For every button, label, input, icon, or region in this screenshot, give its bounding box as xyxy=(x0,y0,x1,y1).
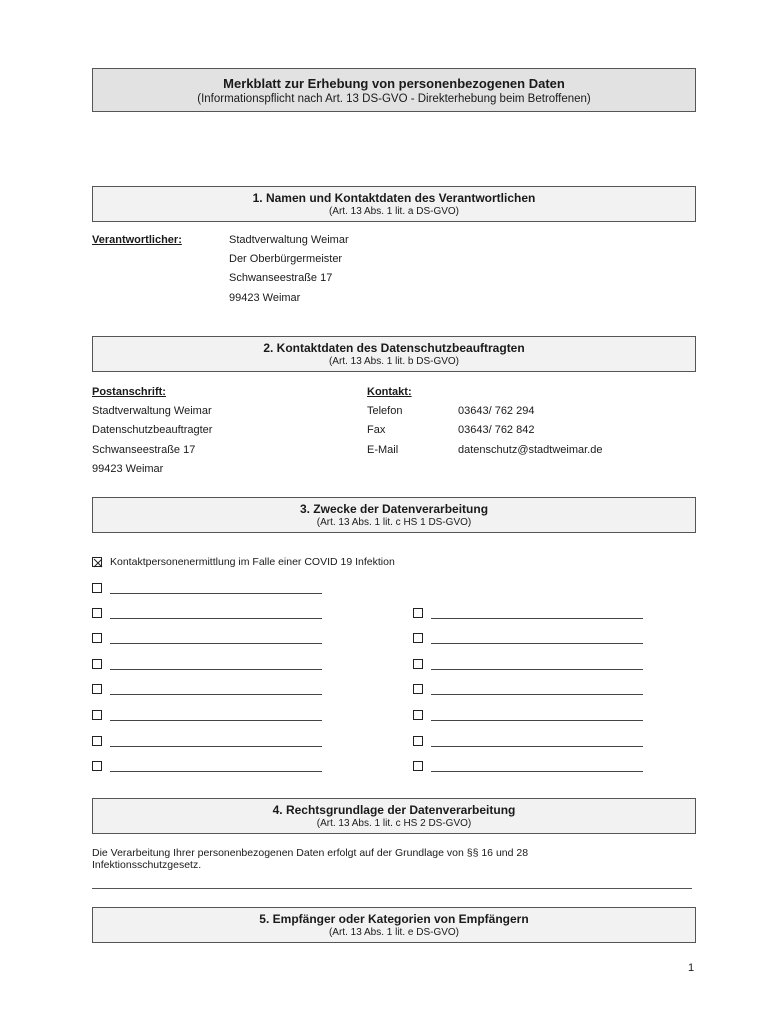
purpose-checked-label: Kontaktpersonenermittlung im Falle einer COVID 19 Infektion xyxy=(110,556,395,568)
controller-label: Verantwortlicher: xyxy=(92,234,182,246)
purpose-checkbox[interactable] xyxy=(92,761,102,771)
purpose-blank-line[interactable] xyxy=(110,746,322,747)
purpose-checkbox-checked[interactable] xyxy=(92,557,102,567)
postal-line: Stadtverwaltung Weimar xyxy=(92,405,212,417)
purpose-checkbox[interactable] xyxy=(413,659,423,669)
purpose-checkbox[interactable] xyxy=(92,736,102,746)
purpose-checkbox[interactable] xyxy=(92,608,102,618)
section-2-subtitle: (Art. 13 Abs. 1 lit. b DS-GVO) xyxy=(328,356,460,367)
purpose-checkbox[interactable] xyxy=(413,736,423,746)
postal-line: 99423 Weimar xyxy=(92,463,164,475)
section-3-header xyxy=(92,497,696,533)
document-title-box xyxy=(92,68,696,112)
purpose-blank-line[interactable] xyxy=(110,618,322,619)
purpose-blank-line[interactable] xyxy=(431,720,643,721)
section-4-title: 4. Rechtsgrundlage der Datenverarbeitung xyxy=(272,803,516,817)
contact-type-phone: Telefon xyxy=(367,405,403,417)
cross-icon xyxy=(93,558,103,568)
purpose-blank-line[interactable] xyxy=(431,694,643,695)
purpose-blank-line[interactable] xyxy=(110,694,322,695)
purpose-blank-line[interactable] xyxy=(431,669,643,670)
purpose-checkbox[interactable] xyxy=(413,608,423,618)
contact-type-email: E-Mail xyxy=(367,444,399,456)
postal-line: Schwanseestraße 17 xyxy=(92,444,196,456)
contact-value-fax: 03643/ 762 842 xyxy=(458,424,535,436)
contact-type-fax: Fax xyxy=(367,424,386,436)
purpose-checkbox[interactable] xyxy=(92,633,102,643)
purpose-blank-line[interactable] xyxy=(110,720,322,721)
contact-value-email[interactable]: datenschutz@stadtweimar.de xyxy=(458,444,603,456)
purpose-blank-line[interactable] xyxy=(431,746,643,747)
section-2-title: 2. Kontaktdaten des Datenschutzbeauftragten xyxy=(263,341,525,355)
purpose-blank-line[interactable] xyxy=(110,771,322,772)
contact-label: Kontakt: xyxy=(367,386,412,398)
section-3-title: 3. Zwecke der Datenverarbeitung xyxy=(299,502,489,516)
section-5-title: 5. Empfänger oder Kategorien von Empfängern xyxy=(259,912,529,926)
postal-label: Postanschrift: xyxy=(92,386,166,398)
purpose-blank-line[interactable] xyxy=(110,669,322,670)
purpose-blank-line[interactable] xyxy=(110,643,322,644)
controller-line: 99423 Weimar xyxy=(229,292,301,304)
controller-line: Stadtverwaltung Weimar xyxy=(229,234,349,246)
section-1-title: 1. Namen und Kontaktdaten des Verantwortlichen xyxy=(252,191,536,205)
purpose-blank-line[interactable] xyxy=(431,618,643,619)
controller-line: Schwanseestraße 17 xyxy=(229,272,333,284)
postal-line: Datenschutzbeauftragter xyxy=(92,424,213,436)
document-title: Merkblatt zur Erhebung von personenbezogenen Daten xyxy=(223,76,565,91)
document-subtitle: (Informationspflicht nach Art. 13 DS-GVO - Direkterhebung beim Betroffenen) xyxy=(197,93,591,105)
page-number: 1 xyxy=(688,962,695,974)
section-3-subtitle: (Art. 13 Abs. 1 lit. c HS 1 DS-GVO) xyxy=(316,517,472,528)
purpose-checkbox[interactable] xyxy=(92,684,102,694)
blank-text-line[interactable] xyxy=(92,888,692,889)
section-5-header xyxy=(92,907,696,943)
purpose-checkbox[interactable] xyxy=(413,761,423,771)
contact-value-phone: 03643/ 762 294 xyxy=(458,405,535,417)
purpose-checkbox[interactable] xyxy=(92,659,102,669)
controller-line: Der Oberbürgermeister xyxy=(229,253,343,265)
section-5-subtitle: (Art. 13 Abs. 1 lit. e DS-GVO) xyxy=(328,927,460,938)
purpose-checkbox[interactable] xyxy=(92,583,102,593)
section-4-header xyxy=(92,798,696,834)
section-1-header xyxy=(92,186,696,222)
purpose-checkbox[interactable] xyxy=(413,684,423,694)
legal-basis-paragraph: Die Verarbeitung Ihrer personenbezogenen Daten erfolgt auf der Grundlage von §§ 16 und 28 Infektionsschutzgesetz. xyxy=(92,847,529,871)
section-1-subtitle: (Art. 13 Abs. 1 lit. a DS-GVO) xyxy=(328,206,460,217)
section-2-header xyxy=(92,336,696,372)
section-4-subtitle: (Art. 13 Abs. 1 lit. c HS 2 DS-GVO) xyxy=(316,818,472,829)
purpose-checkbox[interactable] xyxy=(413,710,423,720)
purpose-checkbox[interactable] xyxy=(413,633,423,643)
purpose-blank-line[interactable] xyxy=(431,771,643,772)
purpose-checkbox[interactable] xyxy=(92,710,102,720)
purpose-blank-line[interactable] xyxy=(110,593,322,594)
purpose-blank-line[interactable] xyxy=(431,643,643,644)
